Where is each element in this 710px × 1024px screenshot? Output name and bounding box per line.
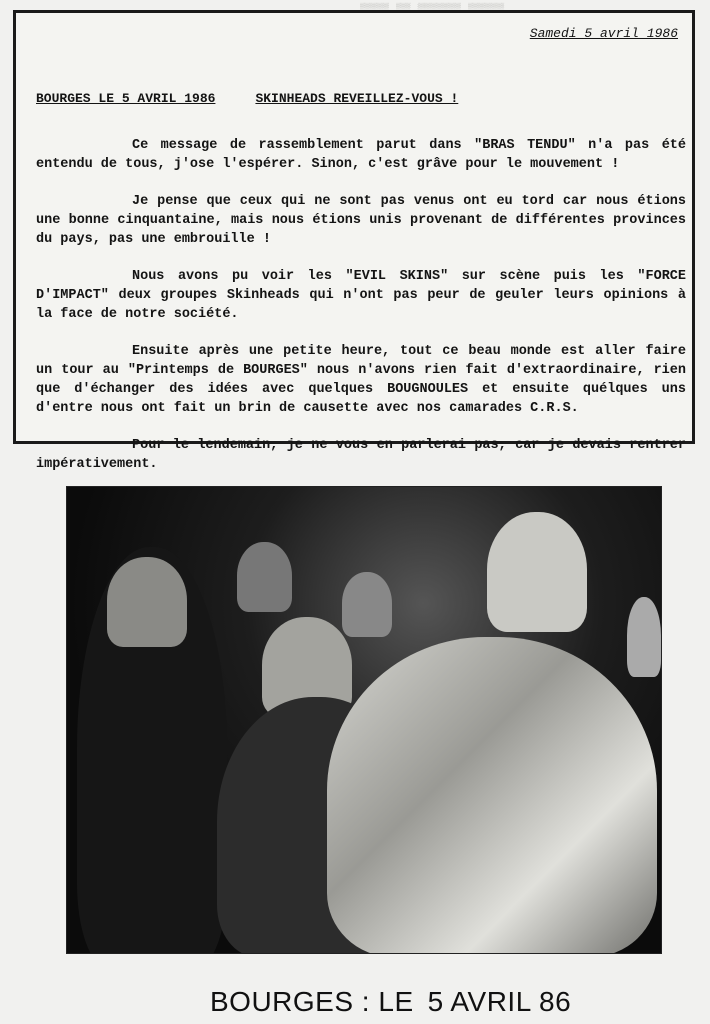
paragraph-1: Ce message de rassemblement parut dans "BRAS TENDU" n'a pas été entendu de tous, j'ose l'espérer. Sinon, c'est grâve pour le mouvement ! <box>36 138 686 172</box>
figure-back-head <box>342 572 392 637</box>
photo-caption <box>210 986 571 1018</box>
paragraph-5: Pour le lendemain, je ne vous en parlerai pas, car je devais rentrer impérativement. <box>36 438 686 472</box>
paragraph-4: Ensuite après une petite heure, tout ce beau monde est aller faire un tour au "Printemps de BOURGES" nous n'avons rien fait d'extraordinaire, rien que d'échanger des idées avec quelques BOUGNOULES et ensuite quélques uns d'entre nous ont fait un brin de causette avec nos camarades C.R.S. <box>36 344 686 416</box>
caption-date: 5 AVRIL 86 <box>427 986 572 1017</box>
article-date: Samedi 5 avril 1986 <box>529 26 678 41</box>
paragraph-2: Je pense que ceux qui ne sont pas venus ont eu tord car nous étions une bonne cinquantaine, mais nous étions unis provenant de différentes provinces du pays, pas une embrouille ! <box>36 194 686 247</box>
caption-place: BOURGES : LE <box>210 986 414 1017</box>
figure-far-right <box>627 597 661 677</box>
paragraph-3: Nous avons pu voir les "EVIL SKINS" sur scène puis les "FORCE D'IMPACT" deux groupes Skinheads qui n'ont pas peur de geuler leurs opinions à la face de notre société. <box>36 269 686 322</box>
figure-left-head <box>107 557 187 647</box>
heading-title: SKINHEADS REVEILLEZ-VOUS ! <box>255 91 459 106</box>
figure-right-head <box>487 512 587 632</box>
figure-right-body <box>327 637 657 954</box>
article-body <box>36 136 686 492</box>
crowd-photo <box>66 486 662 954</box>
heading-place-date: BOURGES LE 5 AVRIL 1986 <box>36 91 216 106</box>
article-heading <box>36 91 458 106</box>
figure-mid-head <box>237 542 292 612</box>
article-box <box>13 10 695 472</box>
